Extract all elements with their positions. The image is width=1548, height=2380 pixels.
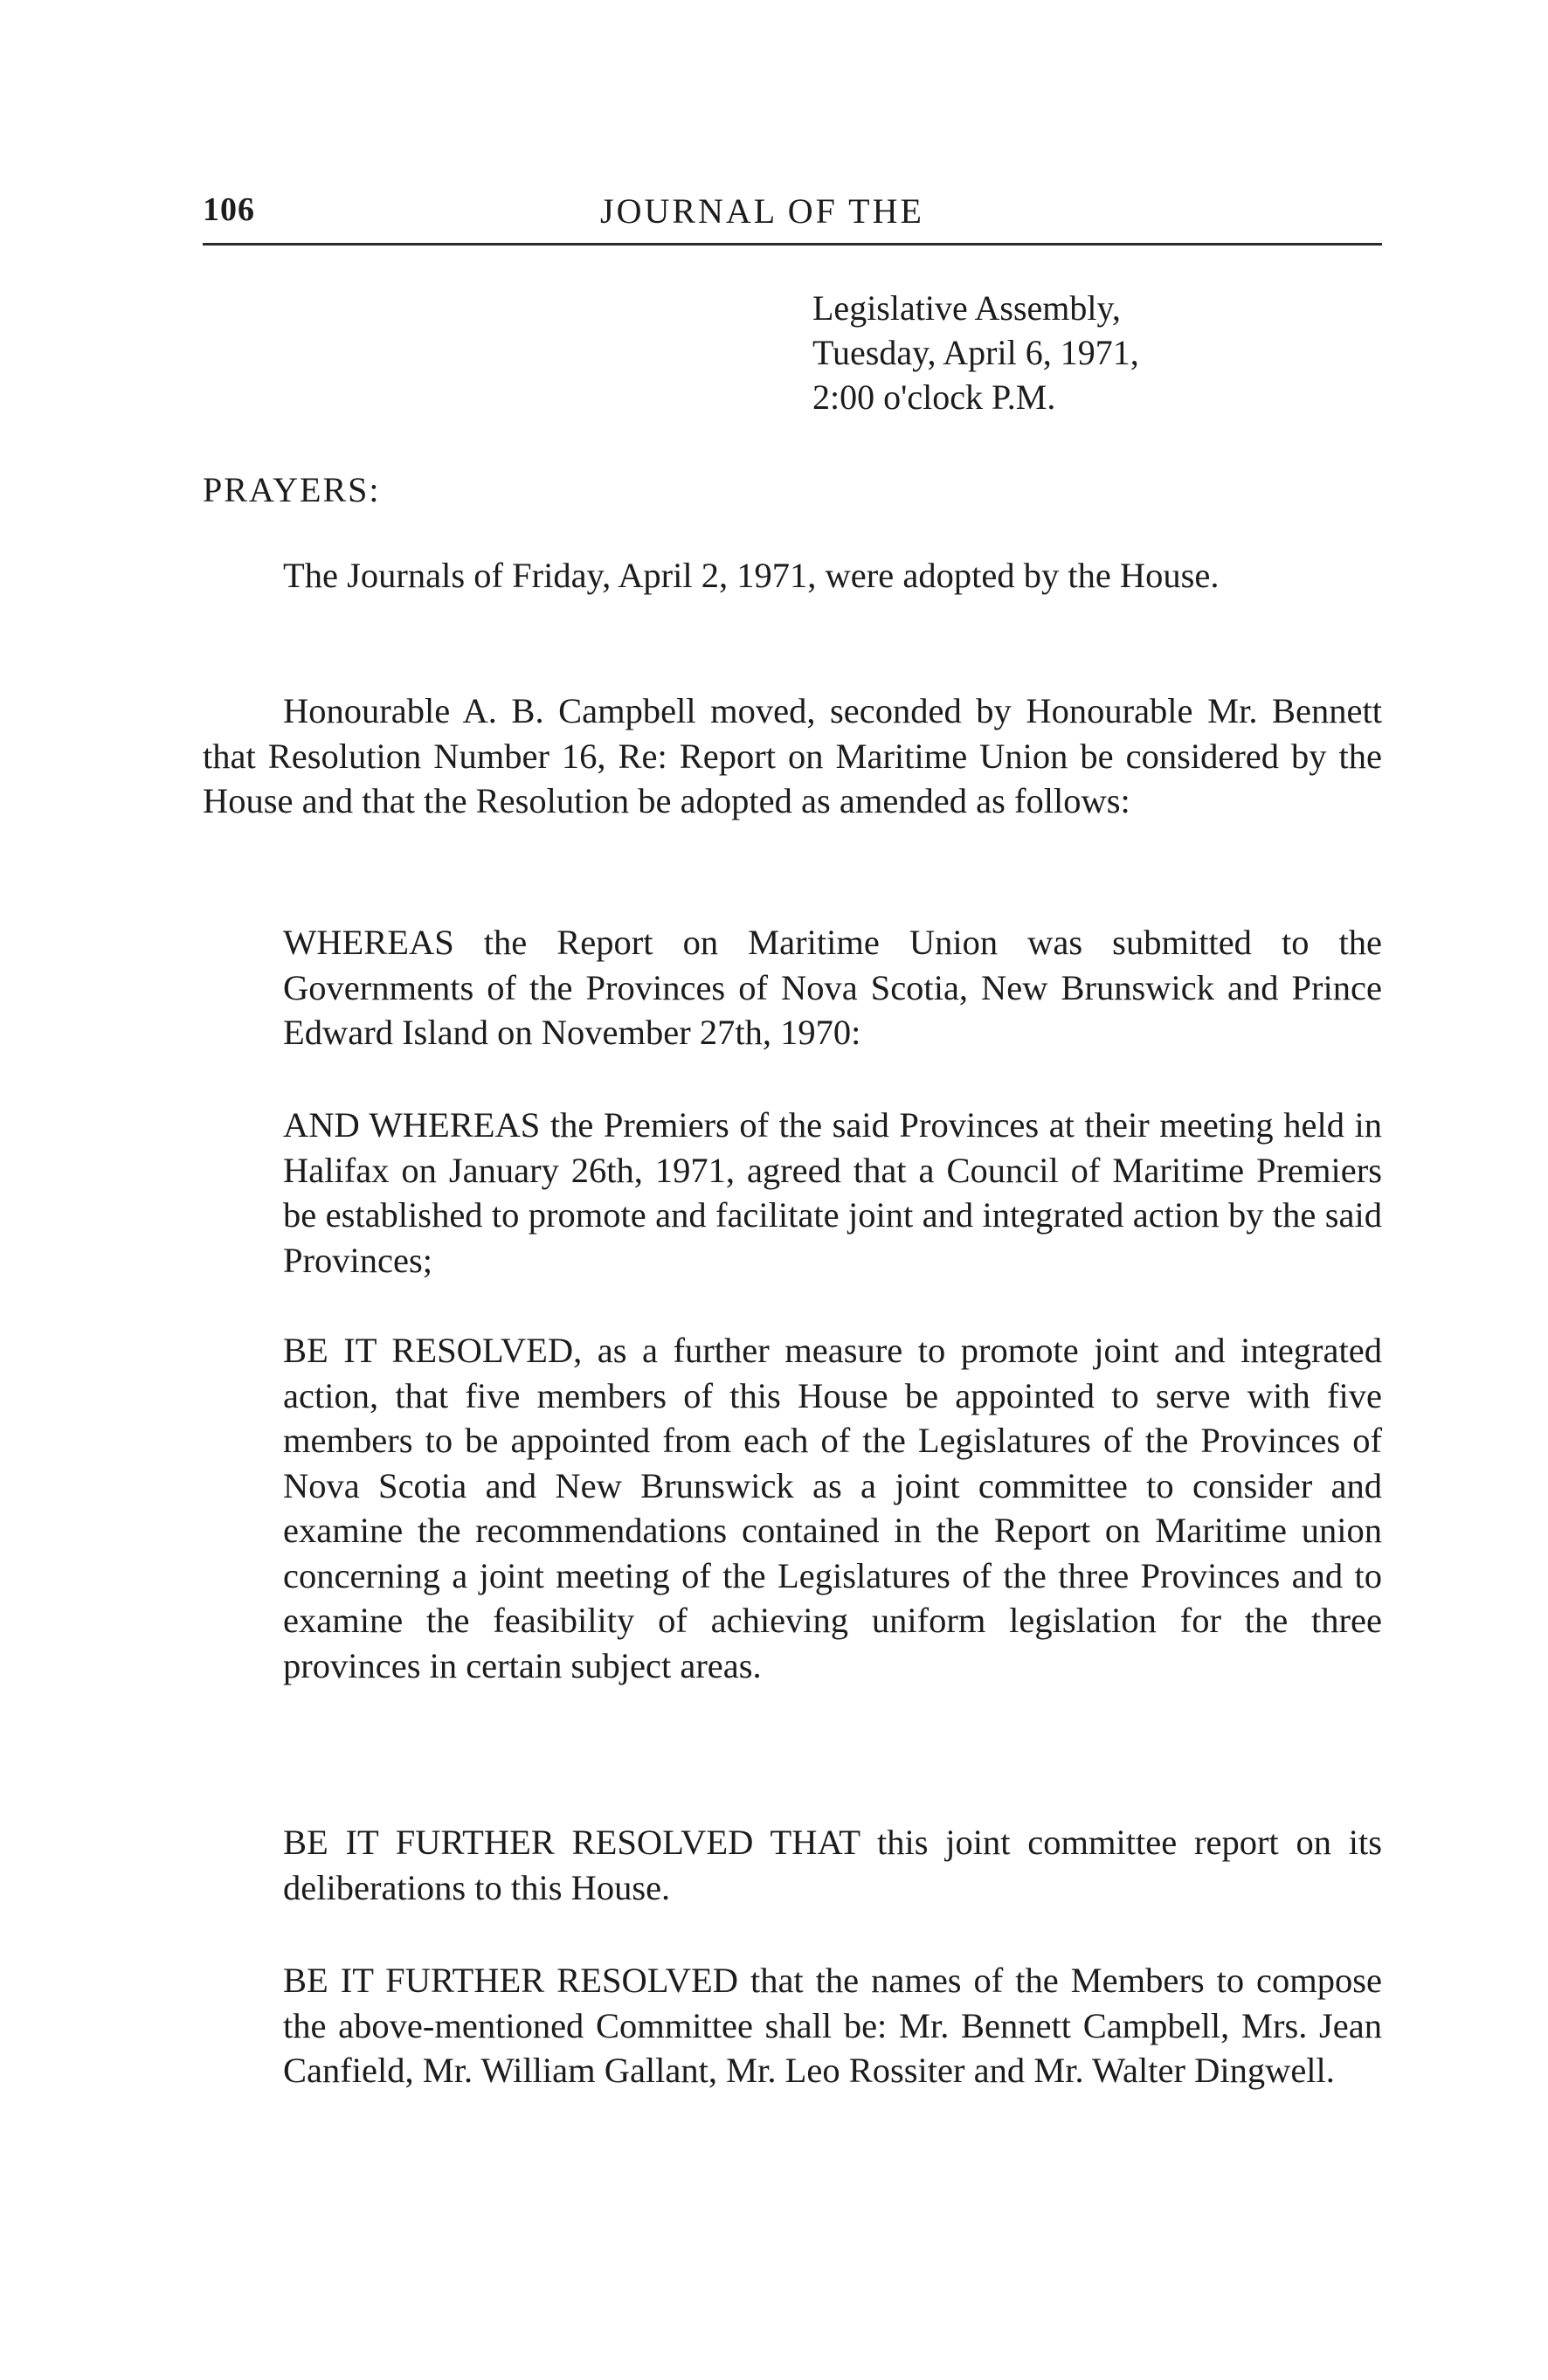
resolved-clause-2: BE IT FURTHER RESOLVED THAT this joint committee report on its deliberations to this House. bbox=[283, 1823, 1382, 1907]
running-head: JOURNAL OF THE bbox=[600, 191, 924, 231]
dateline-date: Tuesday, April 6, 1971, bbox=[812, 333, 1139, 372]
motion-paragraph: Honourable A. B. Campbell moved, seconded by Honourable Mr. Bennett that Resolution Number 16, Re: Report on Maritime Union be considered by the House and that the Resolution be adopted as amended as follows: bbox=[203, 691, 1382, 820]
page-header bbox=[203, 190, 1382, 243]
dateline bbox=[812, 286, 1139, 419]
dateline-time: 2:00 o'clock P.M. bbox=[812, 377, 1056, 417]
resolved-clause-1: BE IT RESOLVED, as a further measure to promote joint and integrated action, that five members of this House be appointed to serve with five members to be appointed from each of the Legislatures of the Provinces of Nova Scotia and New Brunswick as a joint committee to consider and examine the recommendations contained in the Report on Maritime union concerning a joint meeting of the Legislatures of the three Provinces and to examine the feasibility of achieving uniform legislation for the three provinces in certain subject areas. bbox=[283, 1331, 1382, 1685]
page-number: 106 bbox=[203, 191, 255, 228]
journals-adopted-paragraph: The Journals of Friday, April 2, 1971, were adopted by the House. bbox=[283, 556, 1220, 595]
header-rule bbox=[203, 243, 1382, 246]
dateline-assembly: Legislative Assembly, bbox=[812, 288, 1121, 328]
whereas-clause-1: WHEREAS the Report on Maritime Union was submitted to the Governments of the Provinces of Nova Scotia, New Brunswick and Prince Edward Island on November 27th, 1970: bbox=[283, 923, 1382, 1052]
prayers-heading: PRAYERS: bbox=[203, 470, 381, 509]
whereas-clause-2: AND WHEREAS the Premiers of the said Provinces at their meeting held in Halifax on January 26th, 1971, agreed that a Council of Maritime Premiers be established to promote and facilitate joint and integrated action by the said Provinces; bbox=[283, 1105, 1382, 1280]
resolved-clause-3: BE IT FURTHER RESOLVED that the names of the Members to compose the above-mentioned Committee shall be: Mr. Bennett Campbell, Mrs. Jean Canfield, Mr. William Gallant, Mr. Leo Rossiter and Mr. Walter Dingwell. bbox=[283, 1961, 1382, 2090]
